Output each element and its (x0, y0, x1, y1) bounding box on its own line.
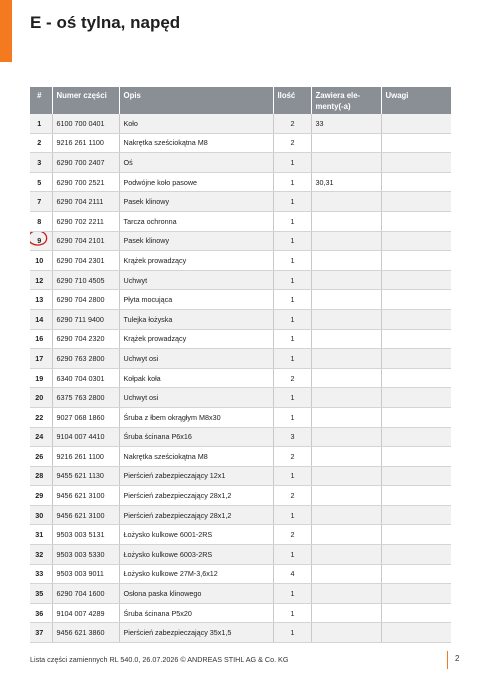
cell-part-number: 9104 007 4410 (52, 427, 119, 447)
cell-part-number: 6290 702 2211 (52, 211, 119, 231)
cell-remarks (381, 466, 451, 486)
cell-remarks (381, 388, 451, 408)
cell-num: 24 (30, 427, 52, 447)
cell-part-number: 6290 704 2320 (52, 329, 119, 349)
cell-num: 36 (30, 603, 52, 623)
cell-description: Koło (119, 114, 273, 133)
cell-num: 13 (30, 290, 52, 310)
cell-description: Śruba ścinana P5x20 (119, 603, 273, 623)
cell-contains (311, 349, 381, 369)
cell-part-number: 6290 704 2101 (52, 231, 119, 251)
cell-contains (311, 388, 381, 408)
cell-num: 17 (30, 349, 52, 369)
cell-description: Łożysko kulkowe 6003-2RS (119, 545, 273, 565)
table-row (30, 133, 451, 153)
cell-quantity: 2 (273, 486, 311, 506)
cell-remarks (381, 505, 451, 525)
header-description: Opis (119, 87, 273, 114)
cell-num: 26 (30, 447, 52, 467)
cell-contains (311, 447, 381, 467)
cell-part-number: 9503 003 9011 (52, 564, 119, 584)
cell-num: 33 (30, 564, 52, 584)
cell-remarks (381, 114, 451, 133)
cell-quantity: 1 (273, 270, 311, 290)
cell-description: Tarcza ochronna (119, 211, 273, 231)
cell-remarks (381, 270, 451, 290)
cell-description: Nakrętka sześciokątna M8 (119, 447, 273, 467)
cell-part-number: 6290 704 1600 (52, 584, 119, 604)
cell-part-number: 9456 621 3860 (52, 623, 119, 643)
cell-contains (311, 466, 381, 486)
table-row (30, 584, 451, 604)
cell-contains (311, 623, 381, 643)
table-row (30, 309, 451, 329)
table-row (30, 192, 451, 212)
table-row (30, 251, 451, 271)
table-header-row (30, 87, 451, 114)
table-row (30, 114, 451, 133)
cell-part-number: 6100 700 0401 (52, 114, 119, 133)
cell-quantity: 1 (273, 153, 311, 173)
cell-remarks (381, 192, 451, 212)
cell-contains (311, 329, 381, 349)
cell-description: Pierścień zabezpieczający 28x1,2 (119, 505, 273, 525)
table-row (30, 368, 451, 388)
cell-remarks (381, 564, 451, 584)
cell-description: Podwójne koło pasowe (119, 172, 273, 192)
cell-quantity: 1 (273, 545, 311, 565)
cell-part-number: 6290 763 2800 (52, 349, 119, 369)
cell-remarks (381, 329, 451, 349)
cell-num: 31 (30, 525, 52, 545)
cell-num: 8 (30, 211, 52, 231)
page-number: 2 (455, 654, 460, 663)
cell-part-number: 6290 704 2800 (52, 290, 119, 310)
cell-part-number: 9455 621 1130 (52, 466, 119, 486)
cell-description: Tulejka łożyska (119, 309, 273, 329)
header-remarks: Uwagi (381, 87, 451, 114)
cell-remarks (381, 133, 451, 153)
parts-table-body (30, 114, 451, 643)
table-row (30, 172, 451, 192)
table-row (30, 407, 451, 427)
table-row (30, 153, 451, 173)
table-row (30, 564, 451, 584)
cell-contains (311, 584, 381, 604)
table-row (30, 525, 451, 545)
cell-num: 1 (30, 114, 52, 133)
cell-quantity: 1 (273, 466, 311, 486)
cell-description: Pierścień zabezpieczający 35x1,5 (119, 623, 273, 643)
cell-remarks (381, 584, 451, 604)
table-row (30, 505, 451, 525)
cell-remarks (381, 407, 451, 427)
cell-remarks (381, 623, 451, 643)
cell-quantity: 3 (273, 427, 311, 447)
table-row (30, 486, 451, 506)
cell-contains (311, 505, 381, 525)
cell-num: 37 (30, 623, 52, 643)
cell-description: Płyta mocująca (119, 290, 273, 310)
table-row (30, 290, 451, 310)
red-circle-mark-icon (30, 231, 50, 247)
cell-num: 7 (30, 192, 52, 212)
cell-quantity: 1 (273, 290, 311, 310)
cell-description: Nakrętka sześciokątna M8 (119, 133, 273, 153)
cell-quantity: 1 (273, 584, 311, 604)
cell-part-number: 9216 261 1100 (52, 133, 119, 153)
cell-description: Łożysko kulkowe 6001-2RS (119, 525, 273, 545)
cell-remarks (381, 231, 451, 251)
cell-quantity: 1 (273, 231, 311, 251)
cell-remarks (381, 525, 451, 545)
cell-remarks (381, 349, 451, 369)
cell-description: Pierścień zabezpieczający 28x1,2 (119, 486, 273, 506)
table-row (30, 466, 451, 486)
cell-description: Śruba ścinana P6x16 (119, 427, 273, 447)
cell-contains: 33 (311, 114, 381, 133)
cell-remarks (381, 211, 451, 231)
table-row (30, 427, 451, 447)
cell-contains (311, 407, 381, 427)
cell-remarks (381, 153, 451, 173)
cell-num: 22 (30, 407, 52, 427)
cell-part-number: 6290 711 9400 (52, 309, 119, 329)
cell-contains (311, 545, 381, 565)
marked-row-number (37, 236, 41, 245)
cell-part-number: 6290 704 2301 (52, 251, 119, 271)
cell-description: Pasek klinowy (119, 192, 273, 212)
cell-contains (311, 427, 381, 447)
cell-quantity: 1 (273, 172, 311, 192)
cell-num: 35 (30, 584, 52, 604)
cell-contains (311, 525, 381, 545)
cell-num: 12 (30, 270, 52, 290)
cell-part-number: 6290 710 4505 (52, 270, 119, 290)
cell-quantity: 2 (273, 447, 311, 467)
cell-num (30, 231, 52, 251)
cell-remarks (381, 603, 451, 623)
cell-quantity: 1 (273, 623, 311, 643)
header-num: # (30, 87, 52, 114)
row-number-text: 9 (37, 236, 42, 246)
cell-description: Pasek klinowy (119, 231, 273, 251)
cell-remarks (381, 447, 451, 467)
cell-num: 19 (30, 368, 52, 388)
footer-divider (447, 651, 448, 669)
header-part-number: Numer części (52, 87, 119, 114)
cell-part-number: 9456 621 3100 (52, 505, 119, 525)
cell-quantity: 1 (273, 329, 311, 349)
cell-num: 2 (30, 133, 52, 153)
cell-contains (311, 309, 381, 329)
cell-description: Krążek prowadzący (119, 251, 273, 271)
table-row (30, 388, 451, 408)
cell-description: Uchwyt osi (119, 388, 273, 408)
cell-part-number: 9456 621 3100 (52, 486, 119, 506)
cell-remarks (381, 545, 451, 565)
cell-part-number: 9503 003 5330 (52, 545, 119, 565)
cell-contains (311, 603, 381, 623)
cell-part-number: 6290 700 2521 (52, 172, 119, 192)
cell-quantity: 4 (273, 564, 311, 584)
cell-description: Uchwyt osi (119, 349, 273, 369)
cell-num: 20 (30, 388, 52, 408)
cell-contains: 30,31 (311, 172, 381, 192)
cell-remarks (381, 172, 451, 192)
table-row (30, 447, 451, 467)
cell-description: Krążek prowadzący (119, 329, 273, 349)
cell-quantity: 1 (273, 251, 311, 271)
cell-part-number: 9503 003 5131 (52, 525, 119, 545)
cell-part-number: 6290 700 2407 (52, 153, 119, 173)
cell-quantity: 1 (273, 603, 311, 623)
cell-description: Łożysko kulkowe 27M-3,6x12 (119, 564, 273, 584)
cell-quantity: 2 (273, 114, 311, 133)
cell-num: 5 (30, 172, 52, 192)
cell-num: 16 (30, 329, 52, 349)
table-row (30, 329, 451, 349)
cell-remarks (381, 368, 451, 388)
cell-quantity: 1 (273, 192, 311, 212)
cell-quantity: 1 (273, 505, 311, 525)
cell-remarks (381, 486, 451, 506)
cell-quantity: 2 (273, 133, 311, 153)
table-row (30, 231, 451, 251)
cell-description: Osłona paska klinowego (119, 584, 273, 604)
cell-num: 14 (30, 309, 52, 329)
header-contains-label: Zawiera ele-menty(-a) (315, 91, 361, 111)
cell-part-number: 9104 007 4289 (52, 603, 119, 623)
cell-description: Pierścień zabezpieczający 12x1 (119, 466, 273, 486)
header-quantity: Ilość (273, 87, 311, 114)
cell-description: Oś (119, 153, 273, 173)
cell-contains (311, 211, 381, 231)
cell-contains (311, 133, 381, 153)
cell-quantity: 1 (273, 407, 311, 427)
cell-remarks (381, 427, 451, 447)
cell-contains (311, 192, 381, 212)
cell-quantity: 2 (273, 525, 311, 545)
cell-num: 30 (30, 505, 52, 525)
cell-contains (311, 486, 381, 506)
cell-remarks (381, 309, 451, 329)
table-row (30, 603, 451, 623)
page-title: E - oś tylna, napęd (30, 13, 181, 32)
cell-description: Uchwyt (119, 270, 273, 290)
cell-part-number: 6375 763 2800 (52, 388, 119, 408)
table-row (30, 545, 451, 565)
cell-part-number: 9027 068 1860 (52, 407, 119, 427)
table-row (30, 349, 451, 369)
table-row (30, 270, 451, 290)
cell-description: Kołpak koła (119, 368, 273, 388)
cell-description: Śruba z łbem okrągłym M8x30 (119, 407, 273, 427)
cell-contains (311, 251, 381, 271)
cell-num: 10 (30, 251, 52, 271)
cell-quantity: 2 (273, 368, 311, 388)
table-row (30, 623, 451, 643)
cell-quantity: 1 (273, 309, 311, 329)
cell-part-number: 9216 261 1100 (52, 447, 119, 467)
cell-contains (311, 231, 381, 251)
accent-bar (0, 0, 12, 62)
cell-quantity: 1 (273, 349, 311, 369)
cell-num: 3 (30, 153, 52, 173)
cell-part-number: 6340 704 0301 (52, 368, 119, 388)
parts-table (30, 87, 451, 643)
cell-remarks (381, 251, 451, 271)
cell-contains (311, 564, 381, 584)
cell-remarks (381, 290, 451, 310)
cell-contains (311, 290, 381, 310)
cell-quantity: 1 (273, 211, 311, 231)
cell-num: 32 (30, 545, 52, 565)
table-row (30, 211, 451, 231)
cell-contains (311, 368, 381, 388)
cell-contains (311, 270, 381, 290)
footer-text: Lista części zamiennych RL 540.0, 26.07.2026 © ANDREAS STIHL AG & Co. KG (30, 655, 289, 664)
cell-num: 29 (30, 486, 52, 506)
cell-part-number: 6290 704 2111 (52, 192, 119, 212)
cell-contains (311, 153, 381, 173)
header-contains (311, 87, 381, 114)
cell-num: 28 (30, 466, 52, 486)
cell-quantity: 1 (273, 388, 311, 408)
